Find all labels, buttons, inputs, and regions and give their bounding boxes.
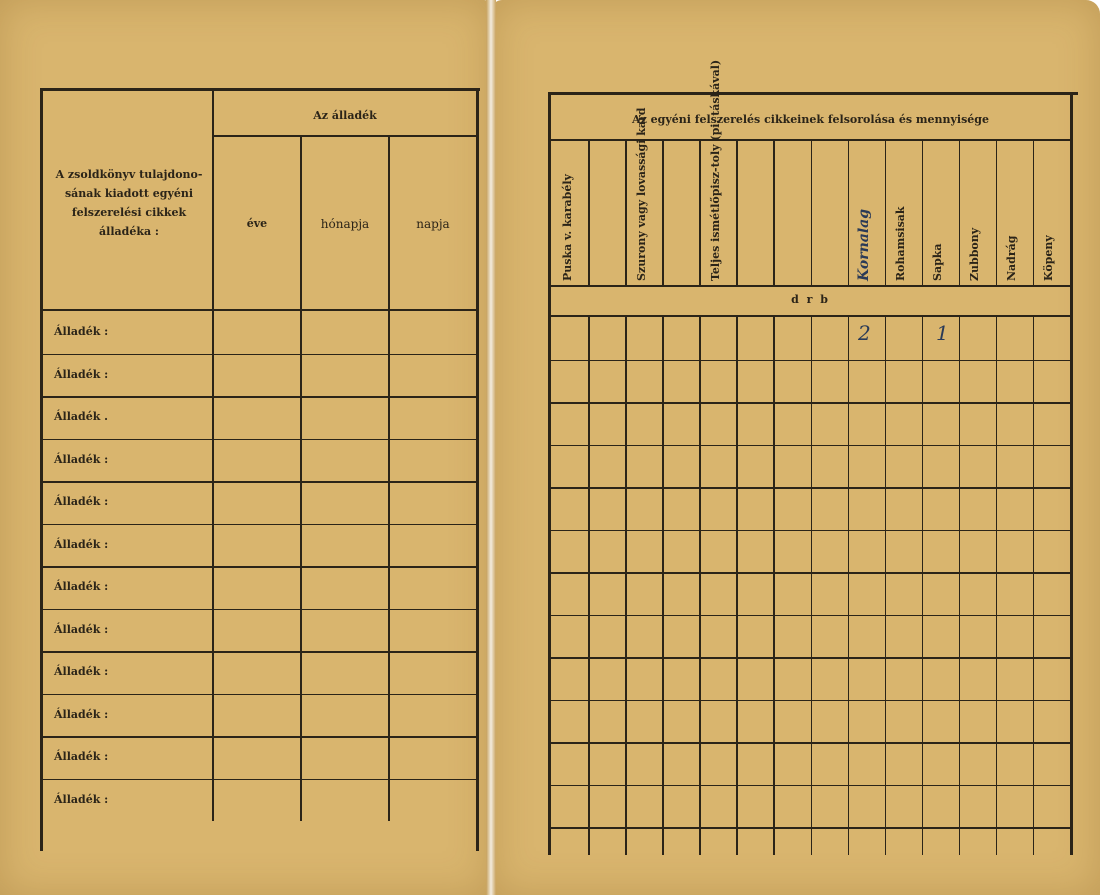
grid-column: [811, 317, 813, 855]
row-divider: [43, 566, 476, 568]
grid-column: [922, 317, 924, 855]
column-divider: [625, 139, 627, 285]
grid-column: [959, 317, 961, 855]
column-header: Puska v. karabély: [560, 174, 574, 281]
row-divider: [43, 481, 476, 483]
row-divider: [43, 779, 476, 781]
column-header: Köpeny: [1042, 235, 1056, 281]
row-label: Álladék :: [54, 537, 109, 551]
grid-column: [625, 317, 627, 855]
unit-label: d r b: [791, 293, 830, 306]
column-divider: [811, 139, 813, 285]
grid-column: [699, 317, 701, 855]
grid-column: [848, 317, 850, 855]
row-divider: [43, 736, 476, 738]
grid-column: [588, 317, 590, 855]
grid-column: [996, 317, 998, 855]
grid-row: [551, 402, 1070, 404]
grid-row: [551, 657, 1070, 659]
row-label: Álladék :: [54, 367, 109, 381]
kornalag-quantity: 2: [858, 321, 871, 345]
row-label: Álladék :: [54, 452, 109, 466]
row-divider: [43, 524, 476, 526]
column-header: Nadrág: [1005, 235, 1019, 281]
col-month-header: hónapja: [320, 217, 370, 231]
row-divider: [43, 396, 476, 398]
grid-row: [551, 615, 1070, 617]
row-divider: [43, 354, 476, 356]
column-header: Zubbony: [968, 227, 982, 281]
grid-row: [551, 360, 1070, 362]
equipment-table: [548, 59, 1078, 855]
grid-column: [773, 317, 775, 855]
grid-row: [551, 572, 1070, 574]
column-divider: [959, 139, 961, 285]
row-divider: [43, 694, 476, 696]
column-divider: [1033, 139, 1035, 285]
row-divider: [43, 651, 476, 653]
left-header-description: A zsoldkönyv tulajdono- sának kiadott egyéni felszerelési cikkek álladéka :: [55, 168, 203, 238]
column-header: Teljes ismétlőpisz-toly (pi. táskával): [708, 59, 722, 281]
row-label: Álladék :: [54, 622, 109, 636]
column-divider: [736, 139, 738, 285]
row-label: Álladék :: [54, 325, 109, 338]
row-label: Álladék :: [54, 792, 109, 806]
grid-column: [736, 317, 738, 855]
row-divider: [43, 609, 476, 611]
column-header: Szurony vagy lovassági kard: [634, 107, 648, 281]
column-divider: [922, 139, 924, 285]
col-year-header: éve: [246, 217, 268, 230]
row-label: Álladék :: [54, 750, 109, 763]
row-label: Álladék :: [54, 707, 109, 721]
grid-row: [551, 827, 1070, 829]
column-header: Kornalag: [856, 208, 873, 281]
row-divider: [43, 439, 476, 441]
grid-column: [662, 317, 664, 855]
column-divider: [996, 139, 998, 285]
grid-row: [551, 445, 1070, 447]
column-divider: [662, 139, 664, 285]
row-label: Álladék .: [54, 410, 108, 423]
sapka-quantity: 1: [936, 321, 949, 345]
row-label: Álladék :: [54, 580, 109, 593]
column-divider: [885, 139, 887, 285]
left-header-group: Az álladék: [313, 109, 377, 122]
column-divider: [588, 139, 590, 285]
issue-date-table: [40, 88, 480, 851]
grid-row: [551, 530, 1070, 532]
grid-column: [1033, 317, 1035, 855]
grid-row: [551, 742, 1070, 744]
grid-row: [551, 700, 1070, 702]
column-divider: [848, 139, 850, 285]
column-divider: [699, 139, 701, 285]
grid-column: [885, 317, 887, 855]
grid-row: [551, 487, 1070, 489]
grid-row: [551, 785, 1070, 787]
row-label: Álladék :: [54, 495, 109, 508]
column-divider: [773, 139, 775, 285]
book-spine: [486, 0, 496, 895]
column-header: Rohamsisak: [894, 206, 908, 281]
row-label: Álladék :: [54, 665, 109, 678]
right-header-title: Az egyéni felszerelés cikkeinek felsorolása és mennyisége: [632, 113, 989, 126]
col-day-header: napja: [416, 217, 450, 231]
column-header: Sapka: [931, 243, 945, 281]
